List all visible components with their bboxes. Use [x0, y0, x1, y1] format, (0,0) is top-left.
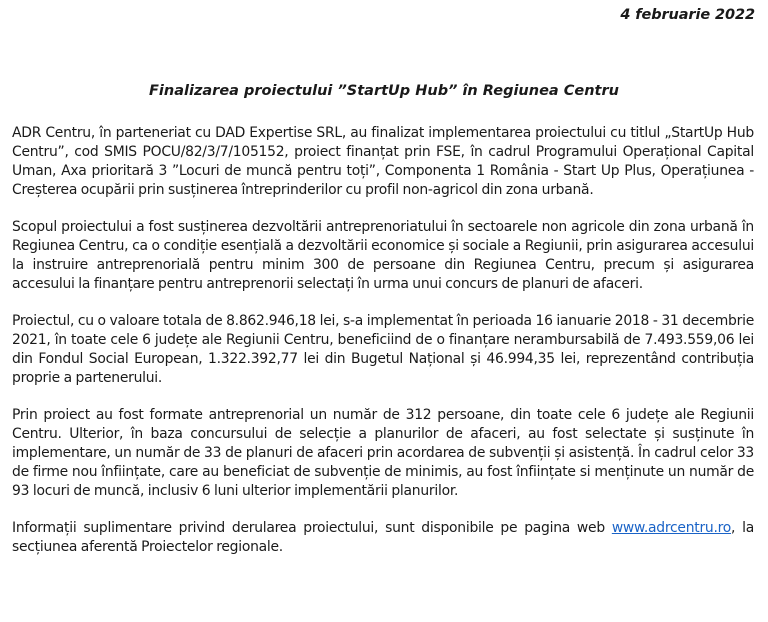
document-title: Finalizarea proiectului ”StartUp Hub” în Regiunea Centru: [149, 83, 619, 99]
paragraph-closing-info: [12, 519, 754, 557]
paragraph-project-scope: Scopul proiectului a fost susținerea dezvoltării antreprenoriatului în sectoarele non agricole din zona urbană în Regiunea Centru, ca o condiție esențială a dezvoltării economice și sociale a Regiunii, prin asigurarea accesului la instruire antreprenorială pentru minim 300 de persoane din Regiunea Centru, precum și asigurarea accesului la finanțare pentru antreprenorii selectați în urma unui concurs de planuri de afaceri.: [12, 219, 754, 292]
closing-text-after: , la secțiunea aferentă Proiectelor regionale.: [12, 520, 754, 555]
document-body: [12, 124, 754, 575]
closing-text-before: Informații suplimentare privind derularea proiectului, sunt disponibile pe pagina web: [12, 520, 612, 536]
paragraph-project-results: Prin proiect au fost formate antreprenorial un număr de 312 persoane, din toate cele 6 județe ale Regiunii Centru. Ulterior, în baza concursului de selecție a planurilor de afaceri, au fost selectate și susținute în implementare, un număr de 33 de planuri de afaceri prin acordarea de subvenții și asistență. În cadrul celor 33 de firme nou înființate, care au beneficiat de subvenție de minimis, au fost înființate si menținute un număr de 93 locuri de muncă, inclusiv 6 luni ulterior implementării planurilor.: [12, 407, 754, 499]
website-link[interactable]: www.adrcentru.ro: [611, 520, 732, 536]
document-date: 4 februarie 2022: [620, 7, 755, 23]
paragraph-project-budget: Proiectul, cu o valoare totala de 8.862.946,18 lei, s-a implementat în perioada 16 ianuarie 2018 - 31 decembrie 2021, în toate cele 6 județe ale Regiunii Centru, beneficiind de o finanțare nerambursabilă de 7.493.559,06 lei din Fondul Social European, 1.322.392,77 lei din Bugetul Național și 46.994,35 lei, reprezentând contribuția proprie a partenerului.: [12, 313, 754, 386]
paragraph-project-overview: ADR Centru, în parteneriat cu DAD Expertise SRL, au finalizat implementarea proiectului cu titlul „StartUp Hub Centru”, cod SMIS POCU/82/3/7/105152, proiect finanțat prin FSE, în cadrul Programului Operațional Capital Uman, Axa prioritară 3 ”Locuri de muncă pentru toți”, Componenta 1 România - Start Up Plus, Operațiunea - Creșterea ocupării prin susținerea întreprinderilor cu profil non-agricol din zona urbană.: [12, 125, 754, 198]
